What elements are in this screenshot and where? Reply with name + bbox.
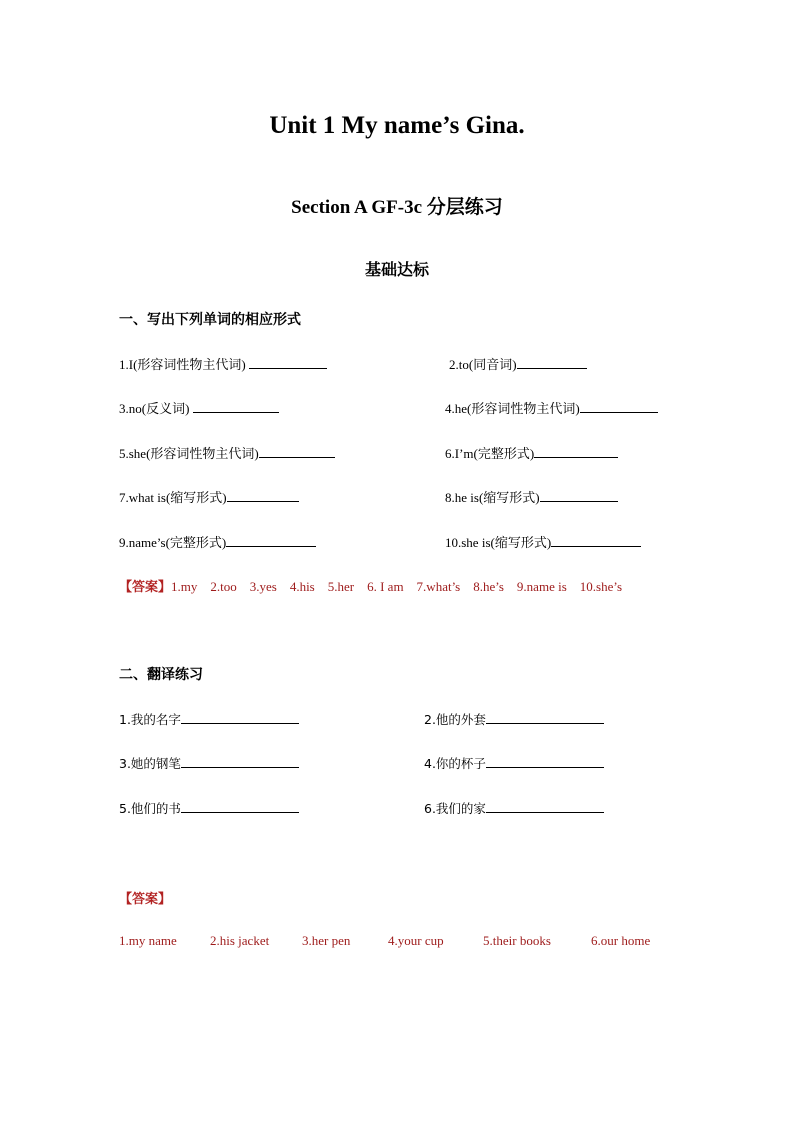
- page-title: Unit 1 My name’s Gina.: [269, 112, 525, 139]
- question-7: [119, 487, 299, 506]
- section2-answer-5: 5.their books: [483, 933, 551, 948]
- question-text: 6.我们的家: [424, 801, 486, 816]
- section2-answer-6: 6.our home: [591, 933, 651, 948]
- question-10: [445, 532, 641, 551]
- section2-heading: 二、翻译练习: [119, 667, 203, 683]
- translation-6: [424, 799, 604, 817]
- section1-heading: 一、写出下列单词的相应形式: [119, 312, 301, 328]
- section1-answers: [119, 576, 622, 595]
- answer-blank: [181, 755, 299, 768]
- answer-blank: [534, 445, 618, 458]
- level-heading: 基础达标: [364, 260, 429, 279]
- answer-blank: [551, 534, 641, 547]
- answer-blank: [486, 711, 604, 724]
- question-text: 10.she is(缩写形式): [445, 535, 552, 550]
- question-text: 3.no(反义词): [119, 401, 193, 416]
- question-9: [119, 532, 316, 551]
- question-text: 2.to(同音词): [449, 357, 517, 372]
- question-2: [449, 354, 587, 373]
- answer-tag: 【答案】: [119, 580, 172, 595]
- answer-blank: [259, 445, 335, 458]
- section2-answer-4: 4.your cup: [388, 933, 444, 948]
- question-text: 5.she(形容词性物主代词): [119, 446, 259, 461]
- answer-blank: [540, 489, 618, 502]
- answer-blank: [193, 400, 279, 413]
- answer-blank: [227, 489, 299, 502]
- section-subtitle: Section A GF-3c 分层练习: [291, 197, 503, 218]
- answer-tag: 【答案】: [119, 892, 172, 907]
- translation-2: [424, 710, 604, 728]
- section2-answer-tag: [119, 888, 171, 907]
- question-text: 4.你的杯子: [424, 756, 486, 771]
- answer-blank: [517, 356, 587, 369]
- answer-blank: [226, 534, 316, 547]
- question-text: 2.他的外套: [424, 712, 486, 727]
- question-6: [445, 443, 618, 462]
- section2-answer-2: 2.his jacket: [210, 933, 270, 948]
- question-text: 9.name’s(完整形式): [119, 535, 227, 550]
- question-4: [445, 398, 658, 417]
- question-text: 7.what is(缩写形式): [119, 490, 227, 505]
- translation-4: [424, 754, 604, 772]
- question-1: [119, 354, 327, 373]
- question-text: 5.他们的书: [119, 801, 181, 816]
- section2-answer-1: 1.my name: [119, 933, 177, 948]
- question-5: [119, 443, 335, 462]
- answer-blank: [249, 356, 327, 369]
- answer-blank: [486, 755, 604, 768]
- question-text: 1.I(形容词性物主代词): [119, 357, 249, 372]
- answer-blank: [181, 800, 299, 813]
- answer-text: 1.my 2.too 3.yes 4.his 5.her 6. I am 7.what’s 8.he’s 9.name is 10.she’s: [171, 579, 623, 594]
- section2-answer-3: 3.her pen: [302, 933, 351, 948]
- question-3: [119, 398, 279, 417]
- question-text: 3.她的钢笔: [119, 756, 181, 771]
- question-text: 6.I’m(完整形式): [445, 446, 535, 461]
- question-text: 1.我的名字: [119, 712, 181, 727]
- translation-5: [119, 799, 299, 817]
- answer-blank: [580, 400, 658, 413]
- translation-1: [119, 710, 299, 728]
- question-text: 8.he is(缩写形式): [445, 490, 540, 505]
- answer-blank: [181, 711, 299, 724]
- answer-blank: [486, 800, 604, 813]
- translation-3: [119, 754, 299, 772]
- question-text: 4.he(形容词性物主代词): [445, 401, 580, 416]
- question-8: [445, 487, 618, 506]
